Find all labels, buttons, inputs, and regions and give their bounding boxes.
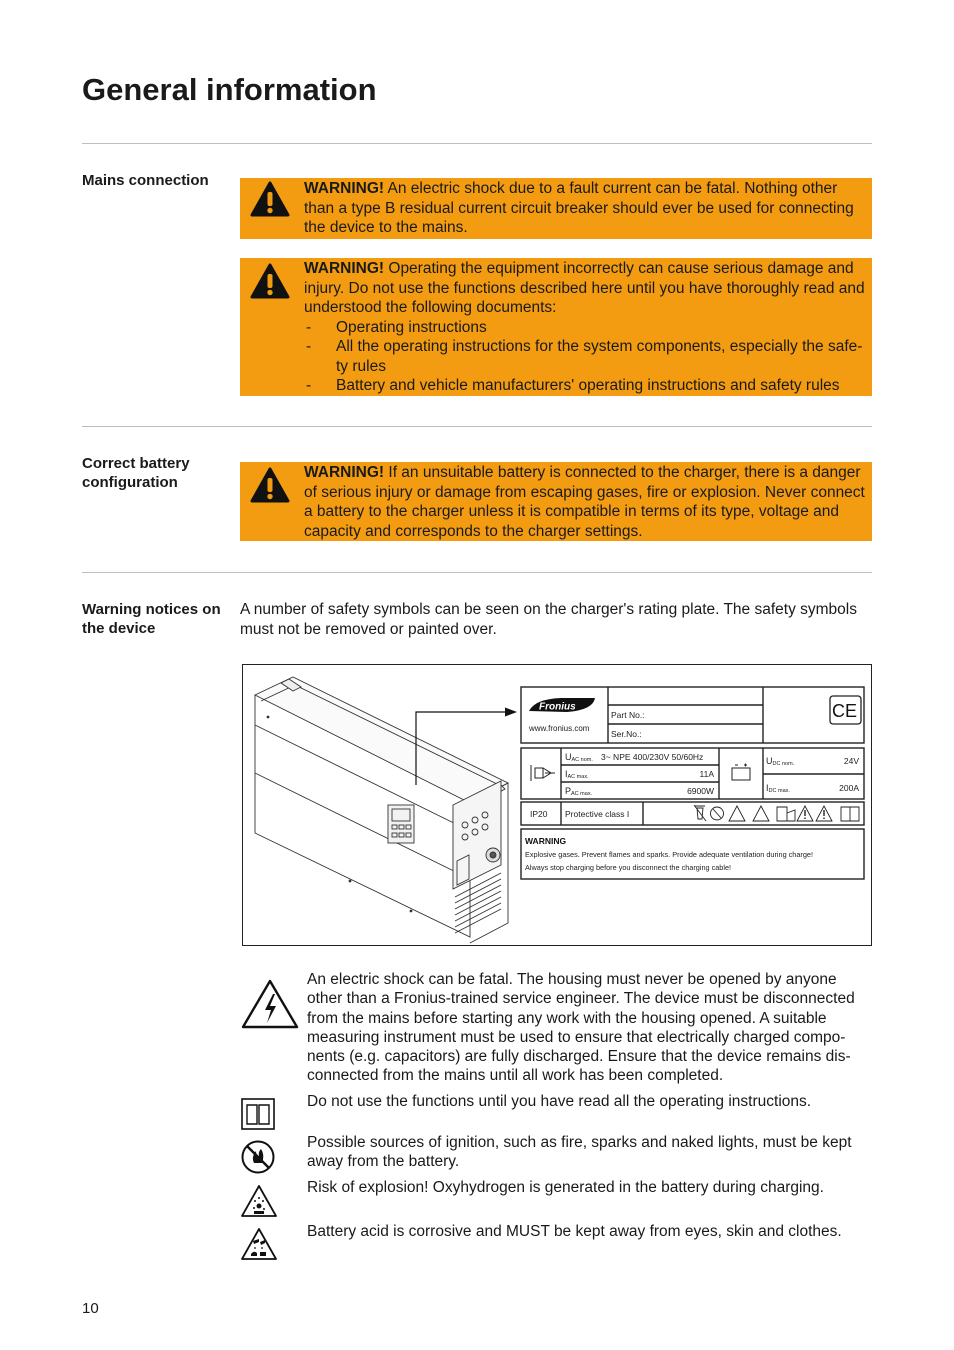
part-no-label: Part No.: (611, 710, 645, 720)
page-title: General information (82, 72, 377, 107)
section-heading-battery: Correct battery configuration (82, 455, 190, 491)
warning-text: An electric shock due to a fault current can be fatal. Nothing other than a type B residual current circuit breaker should ever be used for connecting the device to the mains. (304, 180, 854, 236)
symbol-description: Battery acid is corrosive and MUST be kept away from eyes, skin and clothes. (307, 1223, 842, 1240)
divider (82, 572, 872, 573)
svg-text:IDC max.: IDC max. (766, 783, 790, 794)
electric-shock-icon (240, 978, 300, 1030)
section-heading-mains: Mains connection (82, 172, 209, 189)
fronius-logo (529, 698, 595, 713)
ip-rating: IP20 (530, 809, 548, 819)
corrosive-icon (240, 1227, 278, 1261)
ser-no-label: Ser.No.: (611, 729, 642, 739)
document-list (304, 318, 869, 396)
warning-box-operating (240, 258, 872, 396)
symbol-description: Possible sources of ignition, such as fire, sparks and naked lights, must be kept away from the battery. (307, 1134, 852, 1171)
symbol-description: Do not use the functions until you have read all the operating instructions. (307, 1093, 812, 1110)
warning-label: WARNING! (304, 260, 385, 277)
rating-plate (243, 665, 873, 947)
website-text: www.fronius.com (529, 724, 590, 733)
svg-text:IAC max.: IAC max. (565, 769, 589, 780)
svg-text:PAC max.: PAC max. (565, 786, 593, 797)
svg-text:Fronius: Fronius (539, 701, 576, 713)
pac-value: 6900W (687, 786, 714, 796)
ce-mark (830, 696, 861, 724)
warning-box-fault-current (240, 178, 872, 239)
warning-triangle-icon (250, 467, 290, 503)
divider (82, 143, 872, 144)
warning-triangle-icon (250, 263, 290, 299)
plate-warning-line1: Explosive gases. Prevent flames and sparks. Provide adequate ventilation during charge! (525, 850, 813, 859)
battery-symbol (732, 764, 750, 781)
plate-warning-title: WARNING (525, 836, 567, 846)
ac-input-symbol (531, 765, 555, 781)
divider (82, 426, 872, 427)
iac-value: 11A (699, 769, 714, 779)
svg-text:UDC nom.: UDC nom. (766, 756, 795, 767)
list-item: - Battery and vehicle manufacturers' operating instructions and safety rules (304, 376, 869, 396)
udc-value: 24V (843, 756, 859, 766)
warning-label: WARNING! (304, 464, 385, 481)
intro-paragraph: A number of safety symbols can be seen on the charger's rating plate. The safety symbols must not be removed or painted over. (240, 601, 857, 638)
symbol-description: Risk of explosion! Oxyhydrogen is generated in the battery during charging. (307, 1179, 824, 1196)
svg-text:UAC nom.: UAC nom. (565, 752, 593, 763)
list-item: - Operating instructions (304, 318, 869, 338)
device-figure (242, 664, 872, 946)
manual-icon (240, 1097, 276, 1131)
safety-symbol-strip (694, 805, 859, 821)
warning-triangle-icon (250, 181, 290, 217)
symbol-description: An electric shock can be fatal. The housing must never be opened by anyone other than a Fronius-trained service engineer. The device must be disconnected from the mains before starting any work with the housing opened. A suitable measuring instrument must be used to ensure that electrically charged compo-nents (e.g. capacitors) are fully discharged. Ensure that the device remains dis-connected from the mains until all work has been completed. (307, 971, 855, 1085)
idc-value: 200A (839, 783, 859, 793)
svg-text:CE: CE (832, 701, 858, 721)
explosion-icon (240, 1184, 278, 1218)
list-item: - All the operating instructions for the system components, especially the safe-ty rules (304, 337, 869, 376)
no-fire-icon (240, 1139, 276, 1175)
protective-class: Protective class I (565, 809, 630, 819)
warning-text: Operating the equipment incorrectly can cause serious damage and injury. Do not use the functions described here until you have thoroughly read and understood the following documents: (304, 260, 865, 316)
page-number: 10 (82, 1300, 99, 1317)
section-heading-notices: Warning notices on the device (82, 601, 221, 637)
warning-label: WARNING! (304, 180, 385, 197)
warning-text: If an unsuitable battery is connected to the charger, there is a danger of serious injury or damage from escaping gases, fire or explosion. Never connect a battery to the charger unless it is compatible in terms of its type, voltage and capacity and corresponds to the charger settings. (304, 464, 865, 540)
plate-warning-line2: Always stop charging before you disconnect the charging cable! (525, 863, 732, 872)
warning-box-battery (240, 462, 872, 541)
uac-value: 3~ NPE 400/230V 50/60Hz (601, 752, 704, 762)
